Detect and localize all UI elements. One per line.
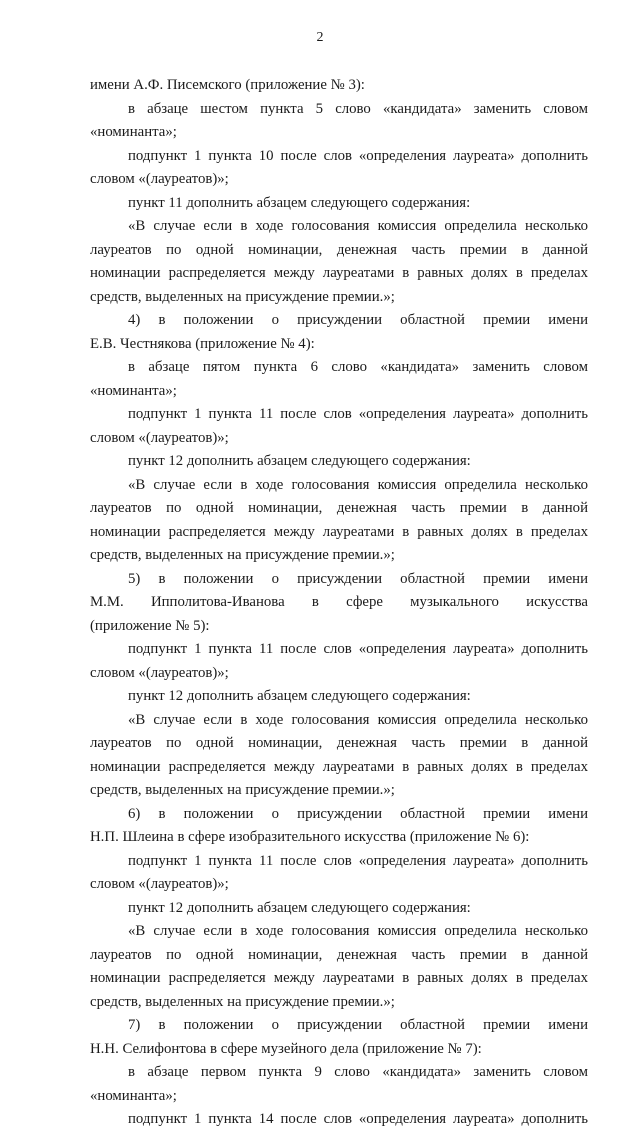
page-number: 2 xyxy=(316,30,324,45)
text-line: (приложение № 5): xyxy=(90,617,210,634)
text-line: средств, выделенных на присуждение премии.»; xyxy=(90,288,395,305)
text-line: Е.В. Честнякова (приложение № 4): xyxy=(90,335,315,352)
text-line: подпункт 1 пункта 11 после слов «определения лауреата» дополнить xyxy=(128,641,588,657)
document-body xyxy=(90,74,588,1132)
text-line: лауреатов по одной номинации, денежная часть премии в данной xyxy=(90,241,588,258)
text-line: в абзаце первом пункта 9 слово «кандидата» заменить словом xyxy=(128,1064,588,1080)
text-line: средств, выделенных на присуждение премии.»; xyxy=(90,993,395,1010)
text-line: подпункт 1 пункта 14 после слов «определения лауреата» дополнить xyxy=(128,1111,588,1127)
text-line: лауреатов по одной номинации, денежная часть премии в данной xyxy=(90,500,588,516)
text-line: «В случае если в ходе голосования комиссия определила несколько xyxy=(128,218,588,234)
text-line: пункт 12 дополнить абзацем следующего содержания: xyxy=(128,899,471,916)
text-line: имени А.Ф. Писемского (приложение № 3): xyxy=(90,77,365,93)
text-line: номинации распределяется между лауреатами в равных долях в пределах xyxy=(90,523,588,540)
text-line: средств, выделенных на присуждение премии.»; xyxy=(90,547,395,563)
text-line: словом «(лауреатов)»; xyxy=(90,876,229,892)
text-line: пункт 11 дополнить абзацем следующего содержания: xyxy=(128,194,471,211)
text-line: 4) в положении о присуждении областной премии имени xyxy=(128,312,588,328)
text-line: 5) в положении о присуждении областной премии имени xyxy=(128,570,588,587)
text-line: словом «(лауреатов)»; xyxy=(90,171,229,187)
text-line: 6) в положении о присуждении областной премии имени xyxy=(128,805,588,822)
text-line: Н.П. Шлеина в сфере изобразительного искусства (приложение № 6): xyxy=(90,829,530,845)
text-line: «В случае если в ходе голосования комиссия определила несколько xyxy=(128,476,588,493)
text-line: «номинанта»; xyxy=(90,382,177,399)
text-line: лауреатов по одной номинации, денежная часть премии в данной xyxy=(90,946,588,963)
text-line: М.М. Ипполитова-Иванова в сфере музыкального искусства xyxy=(90,594,588,610)
text-line: словом «(лауреатов)»; xyxy=(90,429,229,446)
text-line: номинации распределяется между лауреатами в равных долях в пределах xyxy=(90,970,588,986)
text-line: пункт 12 дополнить абзацем следующего содержания: xyxy=(128,688,471,704)
text-line: в абзаце пятом пункта 6 слово «кандидата» заменить словом xyxy=(128,359,588,375)
text-line: Н.Н. Селифонтова в сфере музейного дела (приложение № 7): xyxy=(90,1040,482,1057)
text-line: номинации распределяется между лауреатами в равных долях в пределах xyxy=(90,265,588,281)
text-line: 7) в положении о присуждении областной премии имени xyxy=(128,1017,588,1033)
text-line: номинации распределяется между лауреатами в равных долях в пределах xyxy=(90,758,588,775)
text-line: словом «(лауреатов)»; xyxy=(90,664,229,681)
text-line: в абзаце шестом пункта 5 слово «кандидата» заменить словом xyxy=(128,100,588,117)
text-line: «номинанта»; xyxy=(90,1087,177,1104)
text-line: «В случае если в ходе голосования комиссия определила несколько xyxy=(128,711,588,728)
text-line: средств, выделенных на присуждение премии.»; xyxy=(90,782,395,798)
text-line: «В случае если в ходе голосования комиссия определила несколько xyxy=(128,923,588,939)
text-line: подпункт 1 пункта 11 после слов «определения лауреата» дополнить xyxy=(128,852,588,869)
text-line: лауреатов по одной номинации, денежная часть премии в данной xyxy=(90,735,588,751)
text-line: подпункт 1 пункта 10 после слов «определения лауреата» дополнить xyxy=(128,147,588,164)
text-line: пункт 12 дополнить абзацем следующего содержания: xyxy=(128,453,471,469)
text-line: подпункт 1 пункта 11 после слов «определения лауреата» дополнить xyxy=(128,406,588,422)
text-line: «номинанта»; xyxy=(90,124,177,140)
